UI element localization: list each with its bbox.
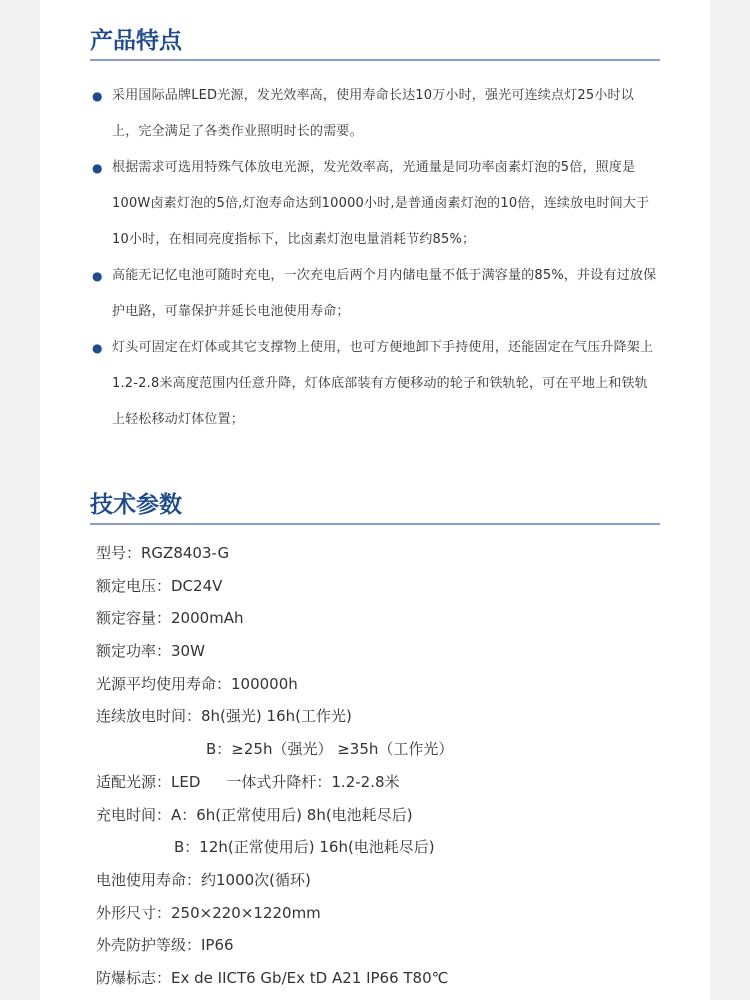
feature-item: [90, 78, 660, 150]
feature-text: 根据需求可选用特殊气体放电光源，发光效率高，光通量是同功率卤素灯泡的5倍，照度是100W卤素灯泡的5倍,灯泡寿命达到10000小时,是普通卤素灯泡的10倍，连续放电时间大于10小时，在相同亮度指标下，比卤素灯泡电量消耗节约85%；: [112, 160, 650, 247]
spec-light-lifetime: 光源平均使用寿命：100000h: [96, 674, 298, 693]
specs-title-divider: [90, 523, 660, 525]
spec-discharge-time: 连续放电时间：8h(强光) 16h(工作光): [96, 707, 352, 726]
bullet-dot-icon: ●: [92, 89, 103, 103]
feature-item: [90, 330, 660, 438]
spec-explosion-mark: 防爆标志：Ex de IICT6 Gb/Ex tD A21 IP66 T80℃: [96, 968, 449, 987]
spec-battery-life: 电池使用寿命：约1000次(循环): [96, 870, 311, 889]
feature-text: 高能无记忆电池可随时充电，一次充电后两个月内储电量不低于满容量的85%，并设有过放保护电路，可靠保护并延长电池使用寿命；: [112, 268, 657, 319]
feature-item: [90, 150, 660, 258]
spec-rated-capacity: 额定容量：2000mAh: [96, 609, 244, 628]
spec-protection-level: 外壳防护等级：IP66: [96, 936, 234, 955]
content-panel: [40, 0, 710, 1000]
bullet-dot-icon: ●: [92, 341, 103, 355]
spec-charge-time: 充电时间：A：6h(正常使用后) 8h(电池耗尽后): [96, 805, 413, 824]
feature-text: 灯头可固定在灯体或其它支撑物上使用，也可方便地卸下手持使用，还能固定在气压升降架上1.2-2.8米高度范围内任意升降，灯体底部装有方便移动的轮子和铁轨轮，可在平地上和铁轨上轻松移动灯体位置；: [112, 340, 654, 427]
spec-light-source: 适配光源：LED: [96, 772, 201, 791]
specs-section-title: 技术参数: [90, 492, 182, 518]
spec-rated-voltage: 额定电压：DC24V: [96, 576, 223, 595]
spec-discharge-time-b: B：≥25h（强光） ≥35h（工作光）: [206, 740, 454, 759]
spec-dimensions: 外形尺寸：250×220×1220mm: [96, 903, 321, 922]
features-title-divider: [90, 59, 660, 61]
spec-lift-rod: 一体式升降杆：1.2-2.8米: [226, 772, 400, 791]
bullet-dot-icon: ●: [92, 161, 103, 175]
feature-item: [90, 258, 660, 330]
bullet-dot-icon: ●: [92, 269, 103, 283]
features-list: [90, 78, 660, 438]
spec-light-source-row: [96, 766, 656, 799]
spec-charge-time-b: B：12h(正常使用后) 16h(电池耗尽后): [174, 838, 435, 857]
features-section-title: 产品特点: [90, 28, 182, 54]
feature-text: 采用国际品牌LED光源，发光效率高，使用寿命长达10万小时，强光可连续点灯25小时以上，完全满足了各类作业照明时长的需要。: [112, 88, 634, 139]
specs-list: [96, 537, 656, 995]
spec-model: 型号：RGZ8403-G: [96, 544, 230, 562]
spec-rated-power: 额定功率：30W: [96, 642, 205, 661]
